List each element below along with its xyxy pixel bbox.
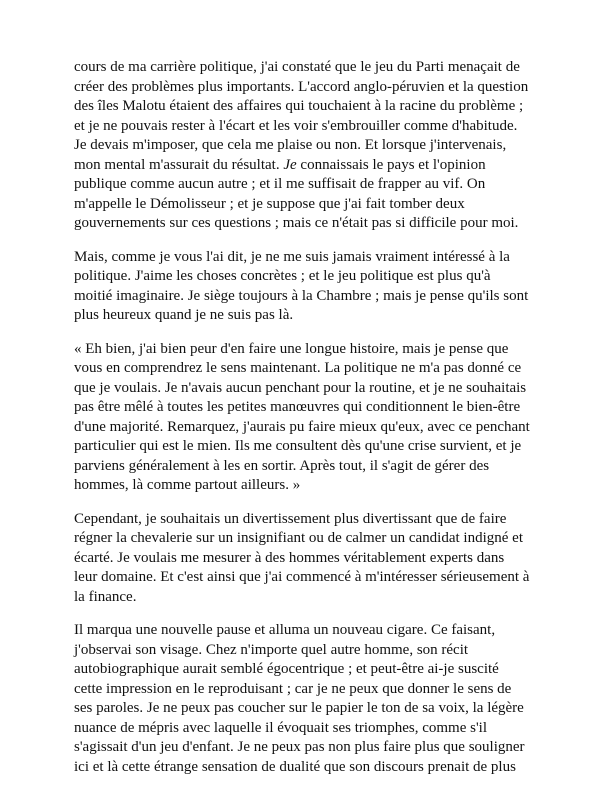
- document-page: [74, 58, 530, 791]
- paragraph-2-text: Mais, comme je vous l'ai dit, je ne me suis jamais vraiment intéressé à la politique. J'aime les choses concrètes ; et le jeu politique est plus qu'à moitié imaginaire. Je siège toujours à la Chambre ; mais je pense qu'ils sont plus heureux quand je ne suis pas là.: [74, 248, 529, 323]
- paragraph-3-text: « Eh bien, j'ai bien peur d'en faire une longue histoire, mais je pense que vous en comprendrez le sens maintenant. La politique ne m'a pas donné ce que je voulais. Je n'avais aucun penchant pour la routine, et je ne souhaitais pas être mêlé à toutes les petites manœuvres qui conditionnent le bien-être d'une majorité. Remarquez, j'aurais pu faire mieux qu'eux, avec ce penchant particulier qui est le mien. Ils me consultent dès qu'une crise survient, et je parviens généralement à les en sortir. Après tout, il s'agit de gérer des hommes, là comme partout ailleurs. »: [74, 340, 530, 493]
- paragraph-3: [74, 340, 530, 496]
- paragraph-5: [74, 621, 530, 777]
- paragraph-4-text: Cependant, je souhaitais un divertissement plus divertissant que de faire régner la chevalerie sur un insignifiant ou de calmer un candidat indigné et écarté. Je voulais me mesurer à des hommes véritablement experts dans leur domaine. Et c'est ainsi que j'ai commencé à m'intéresser sérieusement à la finance.: [74, 510, 530, 605]
- paragraph-4: [74, 510, 530, 608]
- paragraph-1-text-b: connaissais le pays et l'opinion publique comme aucun autre ; et il me suffisait de frapper au vif. On m'appelle le Démolisseur ; et je suppose que j'ai fait tomber deux gouvernements sur ces questions ; mais ce n'était pas si difficile pour moi.: [74, 156, 519, 231]
- paragraph-2: [74, 248, 530, 326]
- paragraph-1-italic-je: Je: [283, 156, 297, 173]
- paragraph-1: [74, 58, 530, 234]
- paragraph-1-text-a: cours de ma carrière politique, j'ai constaté que le jeu du Parti menaçait de créer des problèmes plus importants. L'accord anglo-péruvien et la question des îles Malotu étaient des affaires qui touchaient à la racine du problème ; et je ne pouvais rester à l'écart et les voir s'embrouiller comme d'habitude. Je devais m'imposer, que cela me plaise ou non. Et lorsque j'intervenais, mon mental m'assurait du résultat.: [74, 59, 529, 173]
- paragraph-5-text: Il marqua une nouvelle pause et alluma un nouveau cigare. Ce faisant, j'observai son visage. Chez n'importe quel autre homme, son récit autobiographique aurait semblé égocentrique ; et peut-être ai-je suscité cette impression en le reproduisant ; car je ne peux que donner le sens de ses paroles. Je ne peux pas coucher sur le papier le ton de sa voix, la légère nuance de mépris avec laquelle il évoquait ses triomphes, comme s'il s'agissait d'un jeu d'enfant. Je ne peux pas non plus faire plus que souligner ici et là cette étrange sensation de dualité que son discours prenait de plus: [74, 622, 525, 775]
